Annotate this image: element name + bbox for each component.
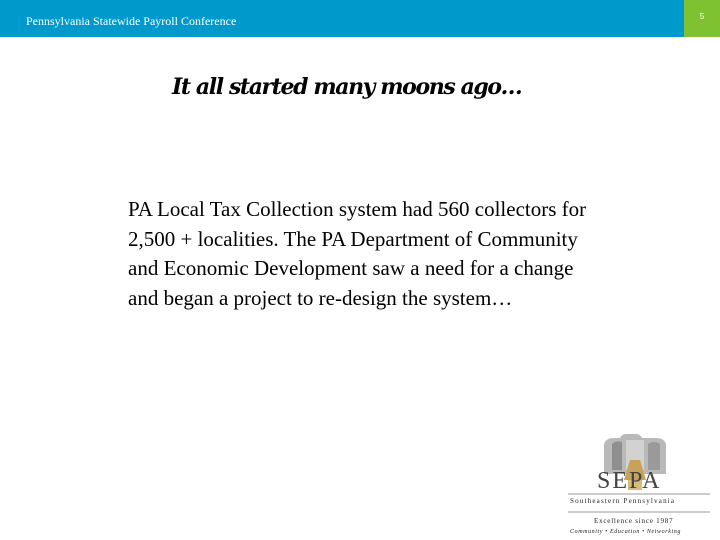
body-paragraph: PA Local Tax Collection system had 560 collectors for 2,500 + localities. The PA Department of Community and Economic Development saw a need for a change and began a project to re-design the system… xyxy=(128,197,587,310)
logo-tagline: Excellence since 1987 xyxy=(594,517,674,525)
conference-title: Pennsylvania Statewide Payroll Conference xyxy=(26,14,237,28)
slide-number-box xyxy=(684,0,720,37)
logo-letters: SEPA xyxy=(597,468,662,494)
slide-number: 5 xyxy=(699,12,705,21)
logo-subtitle: Southeastern Pennsylvania xyxy=(570,497,676,505)
header-bar xyxy=(0,0,684,37)
sepa-logo xyxy=(564,434,712,538)
slide-title: It all started many moons ago… xyxy=(172,74,522,100)
logo-motto: Community • Education • Networking xyxy=(570,529,681,535)
